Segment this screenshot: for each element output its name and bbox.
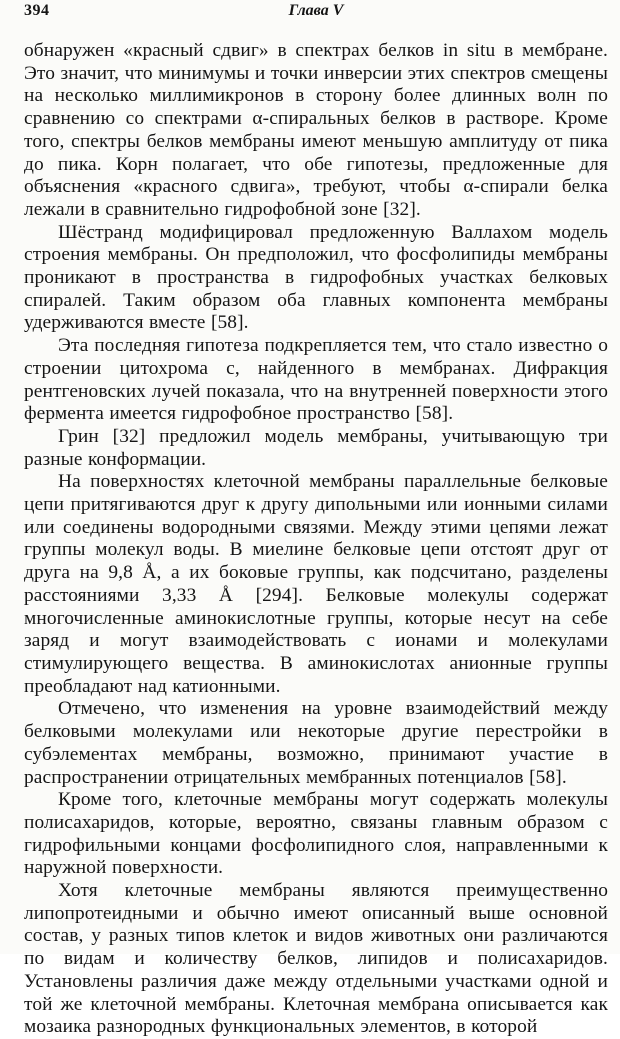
body-text [24,40,608,1039]
chapter-title: Глава V [288,2,344,19]
paragraph-green-model: Грин [32] предложил модель мембраны, учитывающую три разные конформации. [24,425,608,470]
paragraph-protein-chains: На поверхностях клеточной мембраны параллельные белковые цепи притягиваются друг к другу дипольными или ионными силами или соединены водородными связями. Между этими цепями лежат группы молекул воды. В миелине белковые цепи отстоят друг от друга на 9,8 Å, а их боковые группы, как подсчитано, разделены расстояниями 3,33 Å [294]. Белковые молекулы содержат многочисленные аминокислотные группы, которые несут на себе заряд и могут взаимодействовать с ионами и молекулами стимулирующего вещества. В аминокислотах анионные группы преобладают над катионными. [24,471,608,697]
paragraph-lipoprotein: Хотя клеточные мембраны являются преимущественно липопротеидными и обычно имеют описанный выше основной состав, у разных типов клеток и видов животных они различаются по видам и количеству белков, липидов и полисахаридов. Установлены различия даже между отдельными участками одной и той же клеточной мембраны. Клеточная мембрана описывается как мозаика разнородных функциональных элементов, в которой [24,880,608,1038]
page-header [24,2,608,22]
paragraph-continuation: обнаружен «красный сдвиг» в спектрах белков in situ в мембране. Это значит, что минимумы и точки инверсии этих спектров смещены на несколько миллимикронов в сторону более длинных волн по сравнению со спектрами α-спиральных белков в растворе. Кроме того, спектры белков мембраны имеют меньшую амплитуду от пика до пика. Корн полагает, что обе гипотезы, предложенные для объяснения «красного сдвига», требуют, чтобы α-спирали белка лежали в сравнительно гидрофобной зоне [32]. [24,40,608,220]
paragraph-interactions: Отмечено, что изменения на уровне взаимодействий между белковыми молекулами или некоторые другие перестройки в субэлементах мембраны, возможно, принимают участие в распространении отрицательных мембранных потенциалов [58]. [24,698,608,788]
paragraph-polysaccharides: Кроме того, клеточные мембраны могут содержать молекулы полисахаридов, которые, вероятно, связаны главным образом с гидрофильными концами фосфолипидного слоя, направленными к наружной поверхности. [24,789,608,879]
paragraph-sjostrand-model: Шёстранд модифицировал предложенную Валлахом модель строения мембраны. Он предположил, что фосфолипиды мембраны проникают в пространства в гидрофобных участках белковых спиралей. Таким образом оба главных компонента мембраны удерживаются вместе [58]. [24,221,608,334]
paragraph-cytochrome: Эта последняя гипотеза подкрепляется тем, что стало известно о строении цитохрома с, найденного в мембранах. Дифракция рентгеновских лучей показала, что на внутренней поверхности этого фермента имеется гидрофобное пространство [58]. [24,335,608,425]
page-number: 394 [24,2,50,19]
